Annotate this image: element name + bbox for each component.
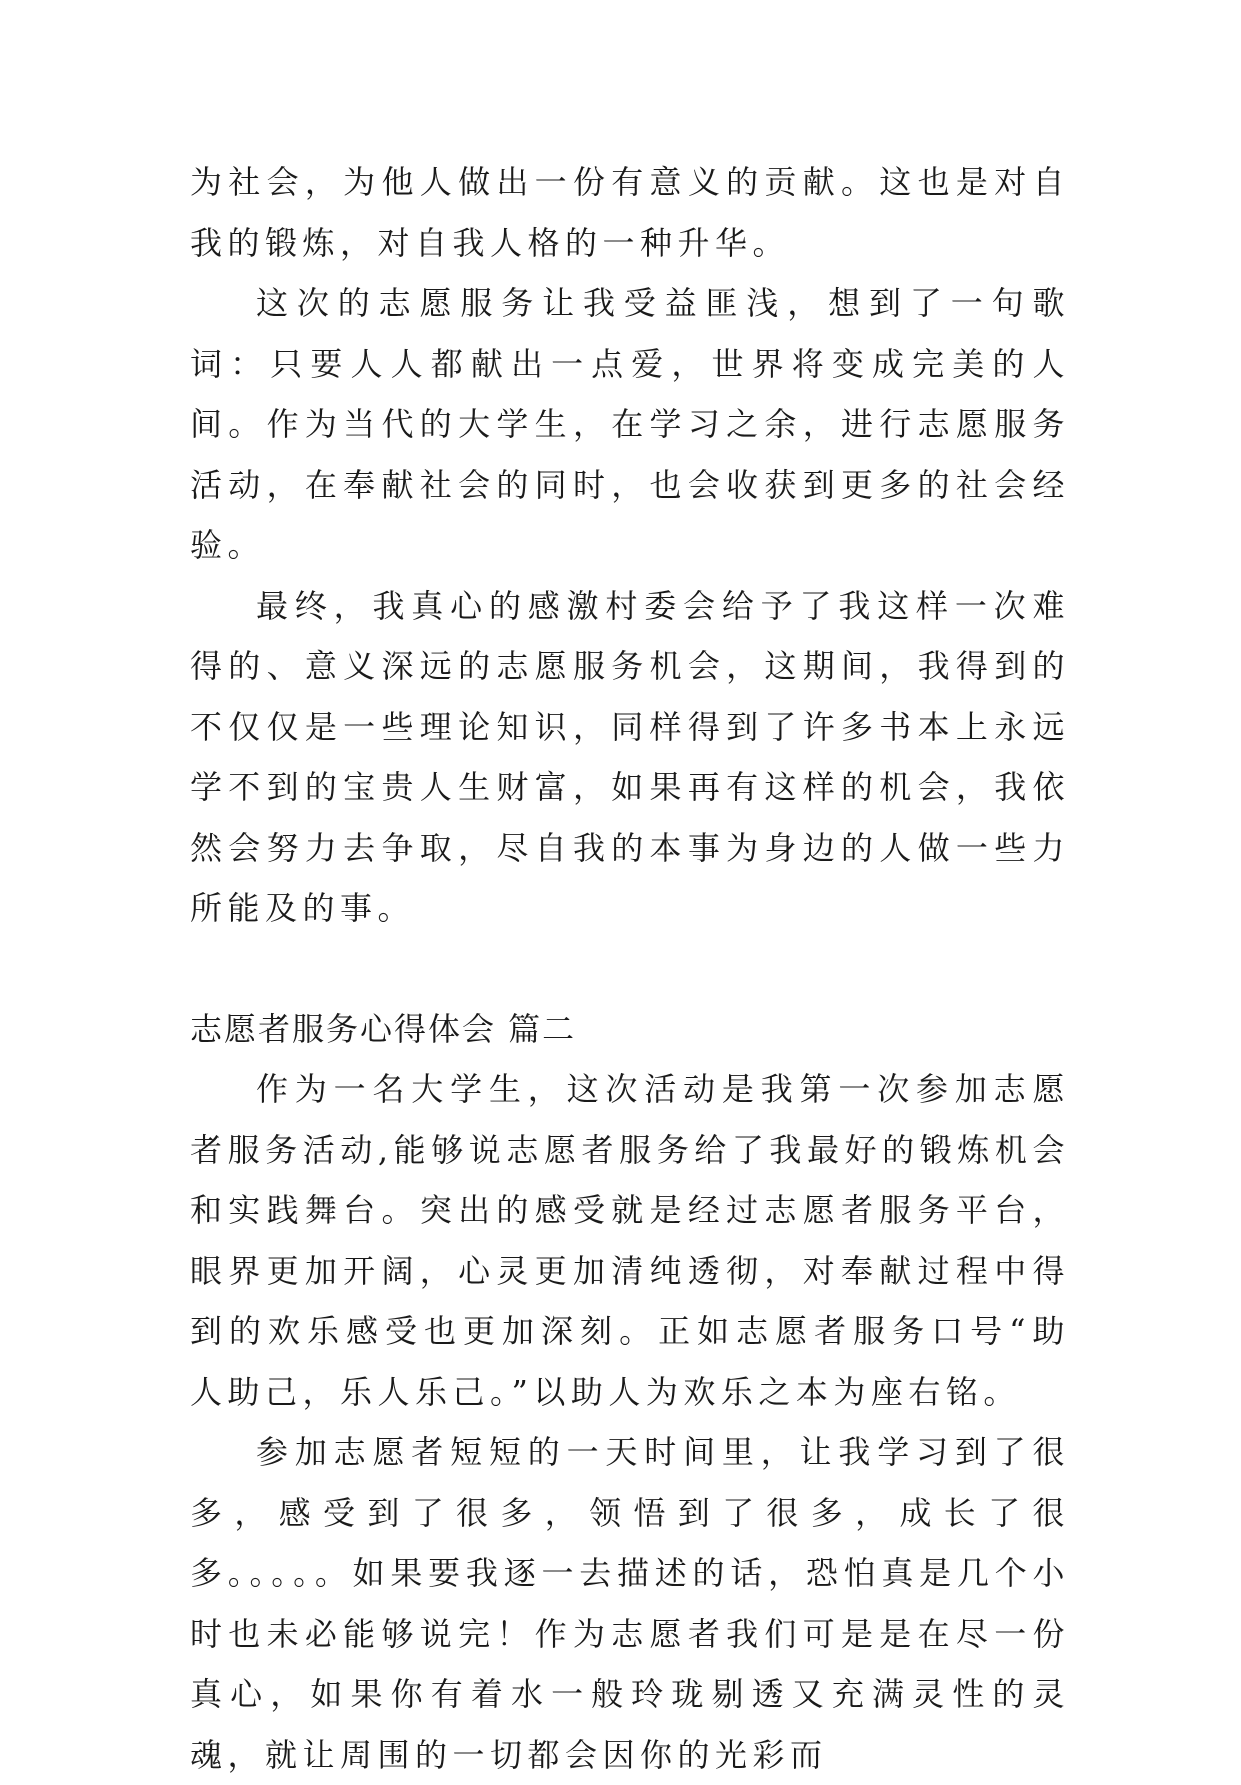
- paragraph-gratitude: 最终，我真心的感激村委会给予了我这样一次难得的、意义深远的志愿服务机会，这期间，我得到的不仅仅是一些理论知识，同样得到了许多书本上永远学不到的宝贵人生财富，如果再有这样的机会，我依然会努力去争取，尽自我的本事为身边的人做一些力所能及的事。: [190, 586, 1070, 927]
- paragraph-volunteer-benefit: 这次的志愿服务让我受益匪浅，想到了一句歌词：只要人人都献出一点爱，世界将变成完美的人间。作为当代的大学生，在学习之余，进行志愿服务活动，在奉献社会的同时，也会收获到更多的社会经验。: [190, 284, 1070, 564]
- paragraph-first-volunteer: 作为一名大学生，这次活动是我第一次参加志愿者服务活动,能够说志愿者服务给了我最好的锻炼机会和实践舞台。突出的感受就是经过志愿者服务平台，眼界更加开阔，心灵更加清纯透彻，对奉献过程中得到的欢乐感受也更加深刻。正如志愿者服务口号“助人助己，乐人乐己。”以助人为欢乐之本为座右铭。: [190, 1070, 1070, 1411]
- paragraph-continued: 为社会，为他人做出一份有意义的贡献。这也是对自我的锻炼，对自我人格的一种升华。: [190, 163, 1070, 262]
- document-body: [190, 152, 1070, 1785]
- paragraph-one-day: 参加志愿者短短的一天时间里，让我学习到了很多，感受到了很多，领悟到了很多，成长了很多。。。。。如果要我逐一去描述的话，恐怕真是几个小时也未必能够说完！作为志愿者我们可是是在尽一份真心，如果你有着水一般玲珑剔透又充满灵性的灵魂，就让周围的一切都会因你的光彩而: [190, 1433, 1070, 1774]
- section-title: 志愿者服务心得体会 篇二: [190, 1009, 577, 1048]
